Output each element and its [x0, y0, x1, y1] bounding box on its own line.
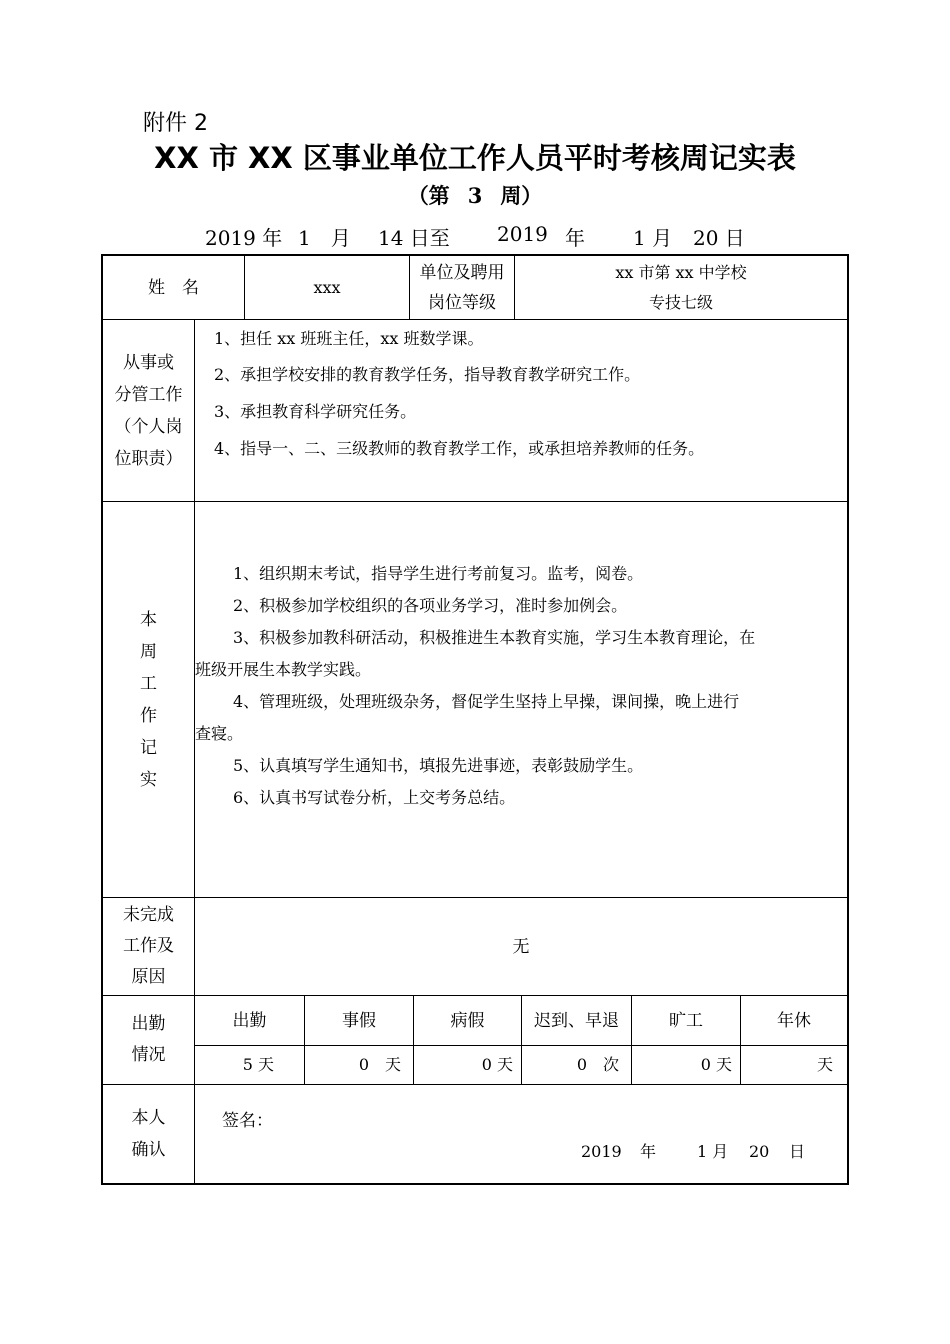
weekly-line-8: 6、认真书写试卷分析，上交考务总结。 [233, 788, 516, 807]
weekly-label-char: 作 [140, 706, 157, 726]
page-title: XX 市 XX 区事业单位工作人员平时考核周记实表 [154, 141, 796, 175]
unit-value-line-2: 专技七级 [648, 292, 713, 312]
unit-label-line-1: 单位及聘用 [419, 262, 505, 283]
weekly-line-4: 班级开展生本教学实践。 [195, 660, 372, 679]
unit-value [515, 256, 847, 319]
duties-label-line: 从事或 [123, 352, 174, 373]
week-number [0, 180, 950, 210]
attendance-value-absent: 0 天 [700, 1055, 732, 1074]
weekly-line-3: 3、积极参加教科研活动，积极推进生本教育实施，学习生本教育理论，在 [233, 628, 756, 647]
attendance-header-present: 出勤 [232, 1010, 267, 1031]
attachment-label: 附件 2 [143, 111, 208, 136]
attendance-label [103, 996, 194, 1084]
week-close: 周） [500, 183, 543, 208]
duties-label-line: 位职责） [114, 448, 183, 469]
confirm-label-line: 本人 [131, 1108, 166, 1128]
duty-item-2: 2、承担学校安排的教育教学任务，指导教育教学研究工作。 [214, 365, 641, 384]
attendance-header-personal-leave: 事假 [342, 1010, 376, 1031]
unfinished-label-line: 未完成 [123, 905, 174, 925]
unfinished-label-line: 原因 [131, 967, 166, 987]
start-year: 2019 年 [205, 226, 283, 250]
weekly-label-char: 本 [140, 610, 157, 630]
duty-item-4: 4、指导一、二、三级教师的教育教学工作，或承担培养教师的任务。 [214, 439, 705, 458]
attendance-header-late: 迟到、早退 [534, 1010, 619, 1031]
weekly-line-1: 1、组织期末考试，指导学生进行考前复习。监考，阅卷。 [233, 564, 644, 583]
confirm-date-day: 20 [749, 1142, 770, 1161]
weekly-line-6: 查寝。 [195, 724, 244, 743]
start-month: 1 月 [298, 226, 351, 250]
confirm-label-line: 确认 [131, 1140, 166, 1160]
attendance-value-present: 5 天 [242, 1055, 274, 1074]
unit-label [410, 256, 514, 319]
confirm-label [103, 1085, 194, 1183]
duties-label-line: 分管工作 [114, 384, 183, 405]
name-value: xxx [313, 277, 341, 297]
weekly-label-char: 实 [140, 770, 157, 790]
weekly-label [103, 600, 194, 800]
unit-label-line-2: 岗位等级 [428, 292, 496, 313]
unfinished-label-line: 工作及 [123, 936, 174, 956]
week-num: 3 [467, 183, 483, 208]
attendance-header-annual-leave: 年休 [777, 1010, 811, 1031]
unit-value-line-1: xx 市第 xx 中学校 [615, 262, 747, 282]
unfinished-value: 无 [512, 936, 530, 957]
week-open: （第 [407, 183, 450, 208]
attendance-value-late: 0 次 [576, 1055, 619, 1074]
weekly-line-7: 5、认真填写学生通知书，填报先进事迹，表彰鼓励学生。 [233, 756, 644, 775]
weekly-label-char: 工 [140, 674, 157, 694]
attendance-label-line: 出勤 [131, 1014, 166, 1034]
end-day: 20 日 [693, 226, 745, 250]
weekly-line-2: 2、积极参加学校组织的各项业务学习，准时参加例会。 [233, 596, 628, 615]
duties-label-line: （个人岗 [114, 416, 183, 437]
start-day: 14 日至 [378, 226, 450, 250]
name-label: 姓 名 [148, 277, 199, 298]
weekly-label-char: 周 [140, 642, 157, 662]
weekly-line-5: 4、管理班级，处理班级杂务，督促学生坚持上早操，课间操，晚上进行 [233, 692, 740, 711]
unfinished-label [103, 898, 194, 995]
signature-label: 签名： [222, 1111, 273, 1131]
attendance-value-personal-leave: 0 天 [358, 1055, 401, 1074]
confirm-date-day-unit: 日 [789, 1142, 806, 1161]
attendance-value-annual-leave: 天 [816, 1055, 833, 1074]
attendance-header-absent: 旷工 [669, 1010, 703, 1031]
end-year: 2019 [497, 222, 548, 246]
end-month: 1 月 [633, 226, 673, 250]
duty-item-1: 1、担任 xx 班班主任，xx 班数学课。 [214, 329, 484, 348]
confirm-date-year: 2019 [581, 1142, 622, 1161]
attendance-label-line: 情况 [131, 1045, 166, 1065]
duties-label [103, 320, 194, 501]
attendance-value-sick-leave: 0 天 [481, 1055, 513, 1074]
attendance-header-sick-leave: 病假 [450, 1010, 485, 1031]
end-year-unit: 年 [565, 226, 585, 250]
duty-item-3: 3、承担教育科学研究任务。 [214, 402, 417, 421]
confirm-date-month: 1 月 [697, 1142, 729, 1161]
weekly-label-char: 记 [140, 738, 157, 758]
confirm-date-year-unit: 年 [640, 1142, 657, 1161]
